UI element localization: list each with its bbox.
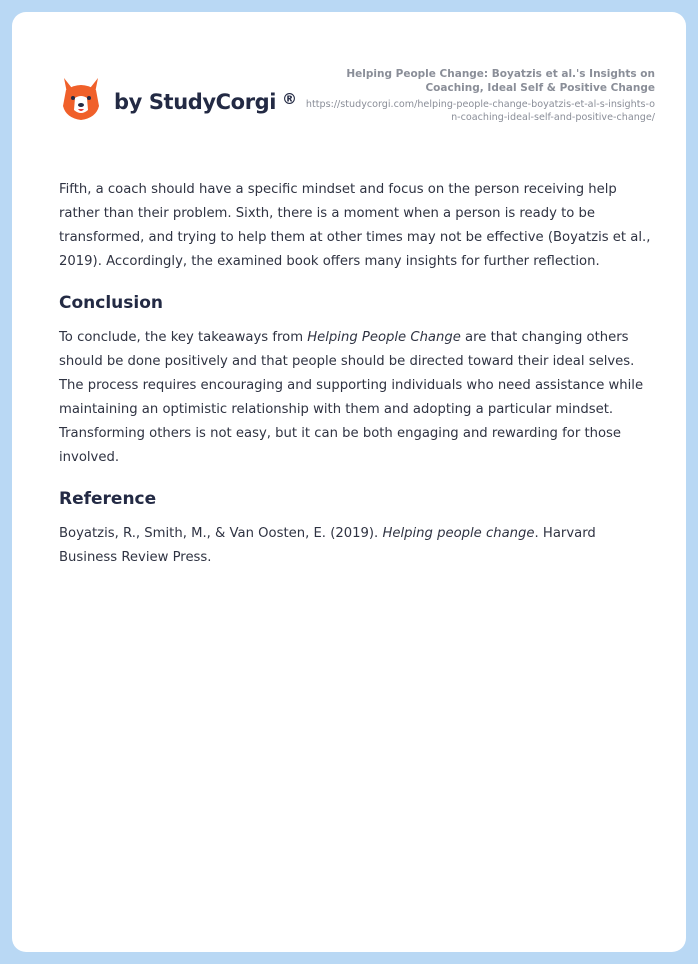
- intro-paragraph: Fifth, a coach should have a specific mindset and focus on the person receiving help rather than their problem. Sixth, there is a moment when a person is ready to be transformed, and trying to help them at other times may not be effective (Boyatzis et al., 2019). Accordingly, the examined book offers many insights for further reflection.: [59, 182, 651, 269]
- studycorgi-logo[interactable]: [60, 76, 297, 122]
- registered-mark: ®: [282, 90, 297, 108]
- document-url[interactable]: https://studycorgi.com/helping-people-change-boyatzis-et-al-s-insights-on-coaching-ideal-self-and-positive-change/: [305, 99, 655, 123]
- conclusion-heading: Conclusion: [59, 293, 163, 313]
- conclusion-text-end: are that changing others should be done positively and that people should be directed toward their ideal selves. The process requires encouraging and supporting individuals who need assistance while maintaining an optimistic relationship with them and adopting a particular mindset. Transforming others is not easy, but it can be both engaging and rewarding for those involved.: [59, 330, 644, 465]
- reference-title: Helping people change: [382, 526, 535, 541]
- reference-publisher: . Harvard Business Review Press.: [59, 526, 596, 565]
- conclusion-text-start: To conclude, the key takeaways from: [59, 330, 308, 345]
- document-content: [59, 178, 651, 570]
- reference-heading: Reference: [59, 489, 157, 509]
- brand-name: by StudyCorgi: [114, 90, 277, 114]
- corgi-logo-icon: [60, 76, 102, 122]
- conclusion-book-title: Helping People Change: [307, 330, 461, 345]
- reference-authors: Boyatzis, R., Smith, M., & Van Oosten, E. (2019).: [59, 526, 383, 541]
- document-meta: [305, 67, 655, 124]
- document-title: Helping People Change: Boyatzis et al.'s Insights on Coaching, Ideal Self & Positive Change: [346, 68, 655, 94]
- conclusion-paragraph: [59, 326, 651, 470]
- document-page: [12, 12, 686, 952]
- reference-entry: [59, 522, 651, 570]
